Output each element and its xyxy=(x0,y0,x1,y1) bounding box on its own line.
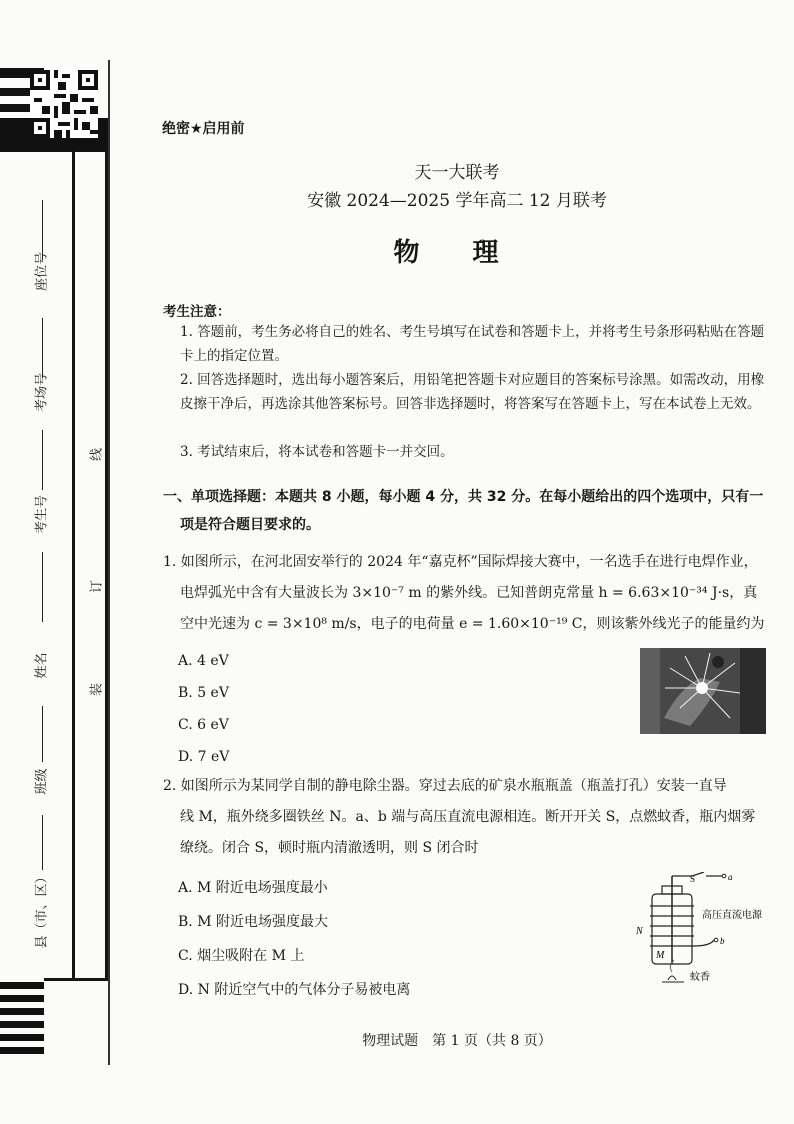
q2-option-d: D. N 附近空气中的气体分子易被电离 xyxy=(178,982,411,998)
field-county: 县（市、区） xyxy=(34,870,50,949)
field-candidate-number: 考生号 xyxy=(34,495,50,535)
margin-stripe xyxy=(0,995,44,1002)
q1-line2: 电焊弧光中含有大量波长为 3×10⁻⁷ m 的紫外线。已知普朗克常量 h = 6.63×10⁻³⁴ J·s，真 xyxy=(180,585,758,601)
field-blank xyxy=(42,706,44,762)
field-exam-room: 考场号 xyxy=(34,373,50,413)
page-footer: 物理试题 第 1 页（共 8 页） xyxy=(362,1033,552,1049)
section-heading-line1: 一、单项选择题：本题共 8 小题，每小题 4 分，共 32 分。在每小题给出的四个选项中，只有一 xyxy=(163,489,764,505)
incense-label: 蚊香 xyxy=(690,972,710,983)
q1-option-c: C. 6 eV xyxy=(178,717,229,733)
subject-title: 物 理 xyxy=(393,238,521,268)
field-seat-number: 座位号 xyxy=(34,252,50,292)
note-item-2: 2. 回答选择题时，选出每小题答案后，用铅笔把答题卡对应题目的答案标号涂黑。如需改动，用橡皮擦干净后，再选涂其他答案标号。回答非选择题时，将答案写在答题卡上，写在本试卷上无效。 xyxy=(180,372,765,412)
q2-line3: 缭绕。闭合 S，顿时瓶内清澈透明，则 S 闭合时 xyxy=(180,840,479,856)
dust-collector-diagram xyxy=(632,872,782,986)
section-heading-line2: 项是符合题目要求的。 xyxy=(180,517,320,533)
q2-option-a: A. M 附近电场强度最小 xyxy=(178,880,328,896)
q1-option-a: A. 4 eV xyxy=(178,653,229,669)
switch-label: S xyxy=(690,874,696,884)
exam-title: 安徽 2024—2025 学年高二 12 月联考 xyxy=(307,191,607,211)
margin-stripe xyxy=(0,1008,44,1015)
cut-mark-mount: 装 xyxy=(89,683,105,697)
power-supply-label: 高压直流电源 xyxy=(702,910,762,921)
welding-photo xyxy=(640,648,766,734)
field-name: 姓名 xyxy=(34,652,50,679)
note-item-3: 3. 考试结束后，将本试卷和答题卡一并交回。 xyxy=(180,444,454,460)
cut-mark-line: 线 xyxy=(89,448,105,462)
notes-title: 考生注意： xyxy=(163,304,231,320)
q1-line1: 1. 如图所示，在河北固安举行的 2024 年“嘉克杯”国际焊接大赛中，一名选手在进行电焊作业， xyxy=(163,554,758,570)
q2-option-c: C. 烟尘吸附在 M 上 xyxy=(178,948,305,964)
note-item-1: 1. 答题前，考生务必将自己的姓名、考生号填写在试卷和答题卡上，并将考生号条形码粘贴在答题卡上的指定位置。 xyxy=(180,324,765,364)
binding-frame-line xyxy=(72,150,75,980)
q2-line1: 2. 如图所示为某同学自制的静电除尘器。穿过去底的矿泉水瓶瓶盖（瓶盖打孔）安装一直导 xyxy=(163,778,727,794)
exam-organizer: 天一大联考 xyxy=(414,163,500,183)
margin-stripe xyxy=(0,982,44,989)
q1-option-b: B. 5 eV xyxy=(178,685,229,701)
cut-line xyxy=(108,60,110,1065)
field-blank xyxy=(42,318,44,378)
secret-label: 绝密★启用前 xyxy=(162,121,245,137)
coil-n-label: N xyxy=(636,926,643,937)
field-blank xyxy=(42,552,44,622)
wire-m-label: M xyxy=(656,950,665,961)
terminal-a-label: a xyxy=(728,872,733,882)
margin-stripe xyxy=(0,146,108,152)
margin-stripe xyxy=(0,1021,44,1028)
q1-option-d: D. 7 eV xyxy=(178,749,230,765)
margin-stripe xyxy=(0,1047,44,1054)
q2-option-b: B. M 附近电场强度最大 xyxy=(178,914,328,930)
qr-code xyxy=(30,70,98,138)
cut-mark-bind: 订 xyxy=(89,580,105,594)
q1-line3: 空中光速为 c = 3×10⁸ m/s，电子的电荷量 e = 1.60×10⁻¹⁹ C，则该紫外线光子的能量约为 xyxy=(180,616,765,632)
terminal-b-label: b xyxy=(720,936,725,946)
margin-stripe xyxy=(0,1034,44,1041)
q2-line2: 线 M，瓶外绕多圈铁丝 N。a、b 端与高压直流电源相连。断开开关 S，点燃蚊香，瓶内烟雾 xyxy=(180,809,756,825)
binding-frame-line xyxy=(44,978,108,981)
field-blank xyxy=(42,430,44,490)
field-class: 班级 xyxy=(34,768,50,795)
field-blank xyxy=(42,815,44,870)
